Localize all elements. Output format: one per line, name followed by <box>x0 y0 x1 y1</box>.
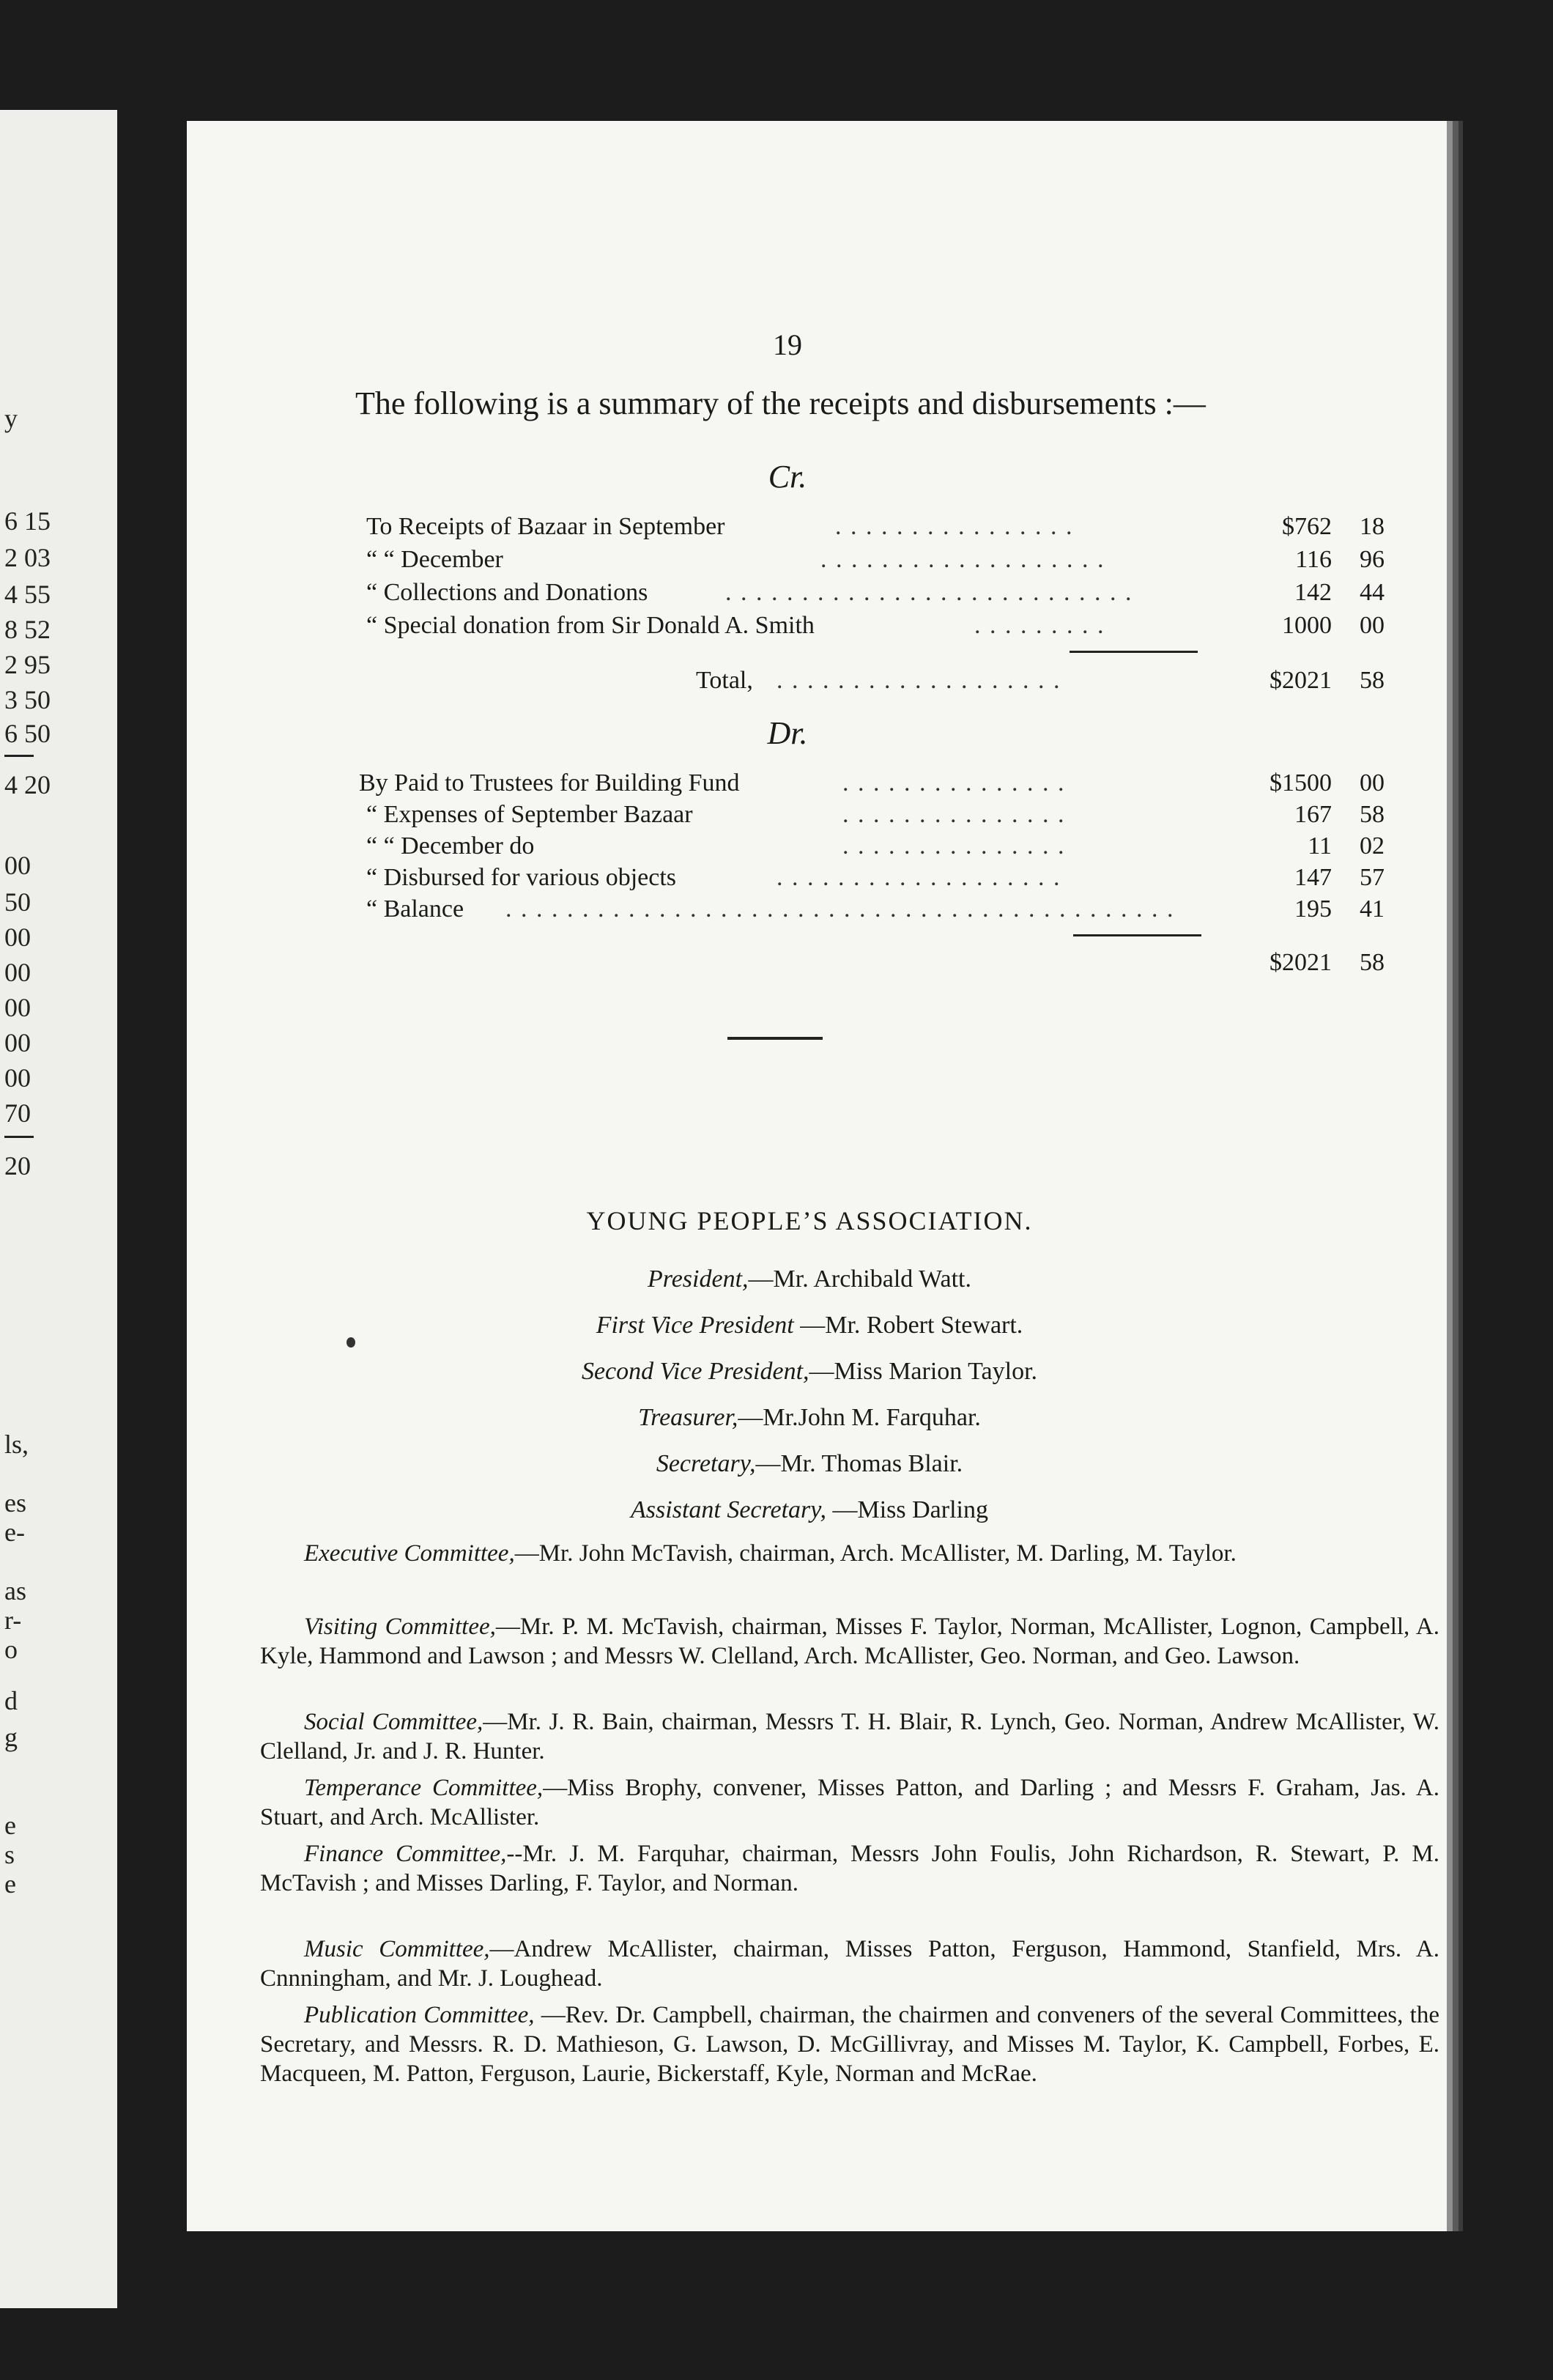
committee-members: —Mr. J. R. Bain, chairman, Messrs T. H. Blair, R. Lynch, Geo. Norman, Andrew McAllister, W. Clelland, Jr. and J. R. Hunter. <box>260 1709 1439 1764</box>
officer-role: Assistant Secretary, <box>631 1496 826 1523</box>
total-cents: 58 <box>1360 667 1385 694</box>
credit-total-row <box>366 667 1385 699</box>
row-label: By Paid to Trustees for Building Fund <box>359 769 740 797</box>
committee-members: —Miss Brophy, convener, Misses Patton, and Darling ; and Messrs F. Graham, Jas. A. Stuart, and Arch. McAllister. <box>260 1775 1440 1830</box>
row-dollars: 167 <box>1294 801 1332 828</box>
leader-dots: . . . . . . . . . . . . . . . . . . . . . . . . . . . <box>725 579 1133 606</box>
total-rule <box>1070 651 1198 653</box>
edge-rule <box>4 1136 34 1138</box>
committee-members: --Mr. J. M. Farquhar, chairman, Messrs John Foulis, John Richardson, R. Stewart, P. M. McTavish ; and Misses Darling, F. Taylor, and Norman. <box>260 1841 1440 1896</box>
credit-row <box>366 546 1385 578</box>
row-cents: 58 <box>1360 801 1385 828</box>
edge-text: 50 <box>4 887 31 917</box>
edge-text: 3 50 <box>4 685 51 714</box>
credit-heading: Cr. <box>768 459 807 495</box>
total-dollars: $2021 <box>1270 949 1332 976</box>
row-dollars: 147 <box>1294 864 1332 891</box>
debit-row <box>359 769 1385 802</box>
officer-name: —Mr. Thomas Blair. <box>755 1450 963 1477</box>
edge-rule <box>4 755 34 757</box>
officer-line <box>187 1496 1432 1524</box>
committee-name: Executive Committee, <box>304 1540 515 1567</box>
debit-row <box>366 895 1385 928</box>
committee-members: —Rev. Dr. Campbell, chairman, the chairmen and conveners of the several Committees, the Secretary, and Messrs. R. D. Mathieson, G. Lawson, D. McGillivray, and Misses M. Taylor, K. Campbell, Forbes, E. Macqueen, M. Patton, Ferguson, Laurie, Bickerstaff, Kyle, Norman and McRae. <box>260 2002 1439 2087</box>
edge-text: s <box>4 1840 15 1869</box>
row-label: To Receipts of Bazaar in September <box>366 513 725 540</box>
leader-dots: . . . . . . . . . . . . . . . . . . . <box>776 667 1061 694</box>
edge-text: 6 50 <box>4 719 51 748</box>
total-label: Total, <box>696 667 753 694</box>
intro-sentence: The following is a summary of the receipts and disbursements :— <box>355 385 1206 421</box>
officer-role: Second Vice President, <box>581 1358 809 1385</box>
row-label: “ Expenses of September Bazaar <box>366 801 693 828</box>
committee-members: —Andrew McAllister, chairman, Misses Patton, Ferguson, Hammond, Stanfield, Mrs. A. Cnnningham, and Mr. J. Loughead. <box>260 1936 1439 1992</box>
row-cents: 57 <box>1360 864 1385 891</box>
officer-role: First Vice President <box>596 1312 794 1339</box>
total-dollars: $2021 <box>1270 667 1332 694</box>
row-cents: 18 <box>1360 513 1385 540</box>
edge-text: e <box>4 1811 16 1840</box>
total-cents: 58 <box>1360 949 1385 976</box>
row-cents: 44 <box>1360 579 1385 606</box>
officer-role: Treasurer, <box>638 1404 738 1431</box>
edge-text: 6 15 <box>4 506 51 536</box>
page-number: 19 <box>773 328 802 361</box>
edge-text: 4 55 <box>4 580 51 609</box>
officer-line <box>187 1404 1432 1432</box>
officer-line <box>187 1312 1432 1339</box>
committee-paragraph <box>260 1612 1439 1671</box>
ink-speck <box>346 1337 355 1348</box>
edge-text: r- <box>4 1605 22 1635</box>
row-cents: 41 <box>1360 895 1385 923</box>
leader-dots: . . . . . . . . . . . . . . . . . . . . . . . . . . . . . . . . . . . . . . . . . . . . <box>505 895 1175 923</box>
committee-name: Visiting Committee, <box>304 1614 496 1640</box>
section-divider <box>727 1037 823 1040</box>
edge-text: 2 03 <box>4 543 51 572</box>
row-label: “ Disbursed for various objects <box>366 864 677 891</box>
committee-members: —Mr. P. M. McTavish, chairman, Misses F. Taylor, Norman, McAllister, Lognon, Campbell, A. Kyle, Hammond and Lawson ; and Messrs W. Clelland, Arch. McAllister, Geo. Norman, and Geo. Lawson. <box>260 1614 1440 1669</box>
total-rule <box>1073 934 1201 936</box>
debit-row <box>366 832 1385 865</box>
officer-name: —Miss Darling <box>826 1496 988 1523</box>
debit-total-row <box>366 949 1385 981</box>
officer-line <box>187 1265 1432 1293</box>
committee-paragraph <box>260 1707 1439 1766</box>
row-cents: 00 <box>1360 612 1385 639</box>
leader-dots: . . . . . . . . . . . . . . . . <box>835 513 1074 540</box>
edge-text: d <box>4 1686 18 1715</box>
edge-text: 00 <box>4 993 31 1022</box>
committee-members: —Mr. John McTavish, chairman, Arch. McAllister, M. Darling, M. Taylor. <box>514 1540 1237 1567</box>
edge-text: 00 <box>4 1063 31 1093</box>
row-label: “ Collections and Donations <box>366 579 648 606</box>
officer-role: President, <box>647 1265 749 1293</box>
committee-paragraph <box>260 1934 1439 1993</box>
edge-text: as <box>4 1576 26 1605</box>
edge-text: ls, <box>4 1430 29 1459</box>
edge-text: 70 <box>4 1098 31 1128</box>
edge-text: o <box>4 1635 18 1664</box>
leader-dots: . . . . . . . . . . . . . . . . . . . <box>820 546 1105 573</box>
edge-text: 2 95 <box>4 650 51 679</box>
document-page <box>187 121 1447 2231</box>
leader-dots: . . . . . . . . . . . . . . . <box>842 801 1066 828</box>
credit-row <box>366 513 1385 545</box>
officer-name: —Mr. Archibald Watt. <box>748 1265 972 1293</box>
officer-line <box>187 1358 1432 1386</box>
officer-name: —Mr. Robert Stewart. <box>793 1312 1023 1339</box>
officer-name: —Mr.John M. Farquhar. <box>738 1404 981 1431</box>
row-dollars: 195 <box>1294 895 1332 923</box>
debit-row <box>366 801 1385 833</box>
edge-text: e <box>4 1869 16 1899</box>
officer-name: —Miss Marion Taylor. <box>809 1358 1038 1385</box>
edge-text: 00 <box>4 851 31 880</box>
edge-text: 00 <box>4 923 31 952</box>
row-label: “ “ December <box>366 546 503 573</box>
row-dollars: 11 <box>1308 832 1332 860</box>
edge-text: g <box>4 1723 18 1752</box>
leader-dots: . . . . . . . . . . . . . . . <box>842 832 1066 860</box>
row-label: “ Balance <box>366 895 464 923</box>
committee-name: Publication Committee, <box>304 2002 535 2028</box>
edge-text: 00 <box>4 958 31 987</box>
edge-text: 00 <box>4 1028 31 1057</box>
committee-paragraph <box>260 1539 1439 1568</box>
row-dollars: $1500 <box>1270 769 1332 797</box>
officer-line <box>187 1450 1432 1478</box>
row-dollars: 116 <box>1295 546 1332 573</box>
row-dollars: $762 <box>1282 513 1332 540</box>
committee-paragraph <box>260 1839 1439 1898</box>
committee-name: Finance Committee, <box>304 1841 507 1867</box>
edge-text: 8 52 <box>4 615 51 644</box>
credit-row <box>366 612 1385 644</box>
row-label: “ Special donation from Sir Donald A. Smith <box>366 612 815 639</box>
debit-heading: Dr. <box>767 715 808 751</box>
edge-text: es <box>4 1488 26 1518</box>
leader-dots: . . . . . . . . . . . . . . . <box>842 769 1066 797</box>
leader-dots: . . . . . . . . . <box>974 612 1105 639</box>
edge-text: 20 <box>4 1151 31 1180</box>
credit-row <box>366 579 1385 611</box>
committee-name: Music Committee, <box>304 1936 490 1962</box>
committee-name: Temperance Committee, <box>304 1775 544 1801</box>
committee-name: Social Committee, <box>304 1709 483 1735</box>
association-title: YOUNG PEOPLE’S ASSOCIATION. <box>586 1206 1033 1235</box>
row-cents: 96 <box>1360 546 1385 573</box>
committee-paragraph <box>260 2000 1439 2088</box>
row-cents: 02 <box>1360 832 1385 860</box>
previous-page-edge <box>0 110 117 2308</box>
officer-role: Secretary, <box>656 1450 756 1477</box>
edge-text: y <box>4 404 18 433</box>
leader-dots: . . . . . . . . . . . . . . . . . . . <box>776 864 1061 891</box>
edge-text: e- <box>4 1518 25 1547</box>
edge-text: 4 20 <box>4 770 51 799</box>
debit-row <box>366 864 1385 896</box>
committee-paragraph <box>260 1773 1439 1832</box>
row-dollars: 142 <box>1294 579 1332 606</box>
row-cents: 00 <box>1360 769 1385 797</box>
row-label: “ “ December do <box>366 832 535 860</box>
row-dollars: 1000 <box>1282 612 1332 639</box>
